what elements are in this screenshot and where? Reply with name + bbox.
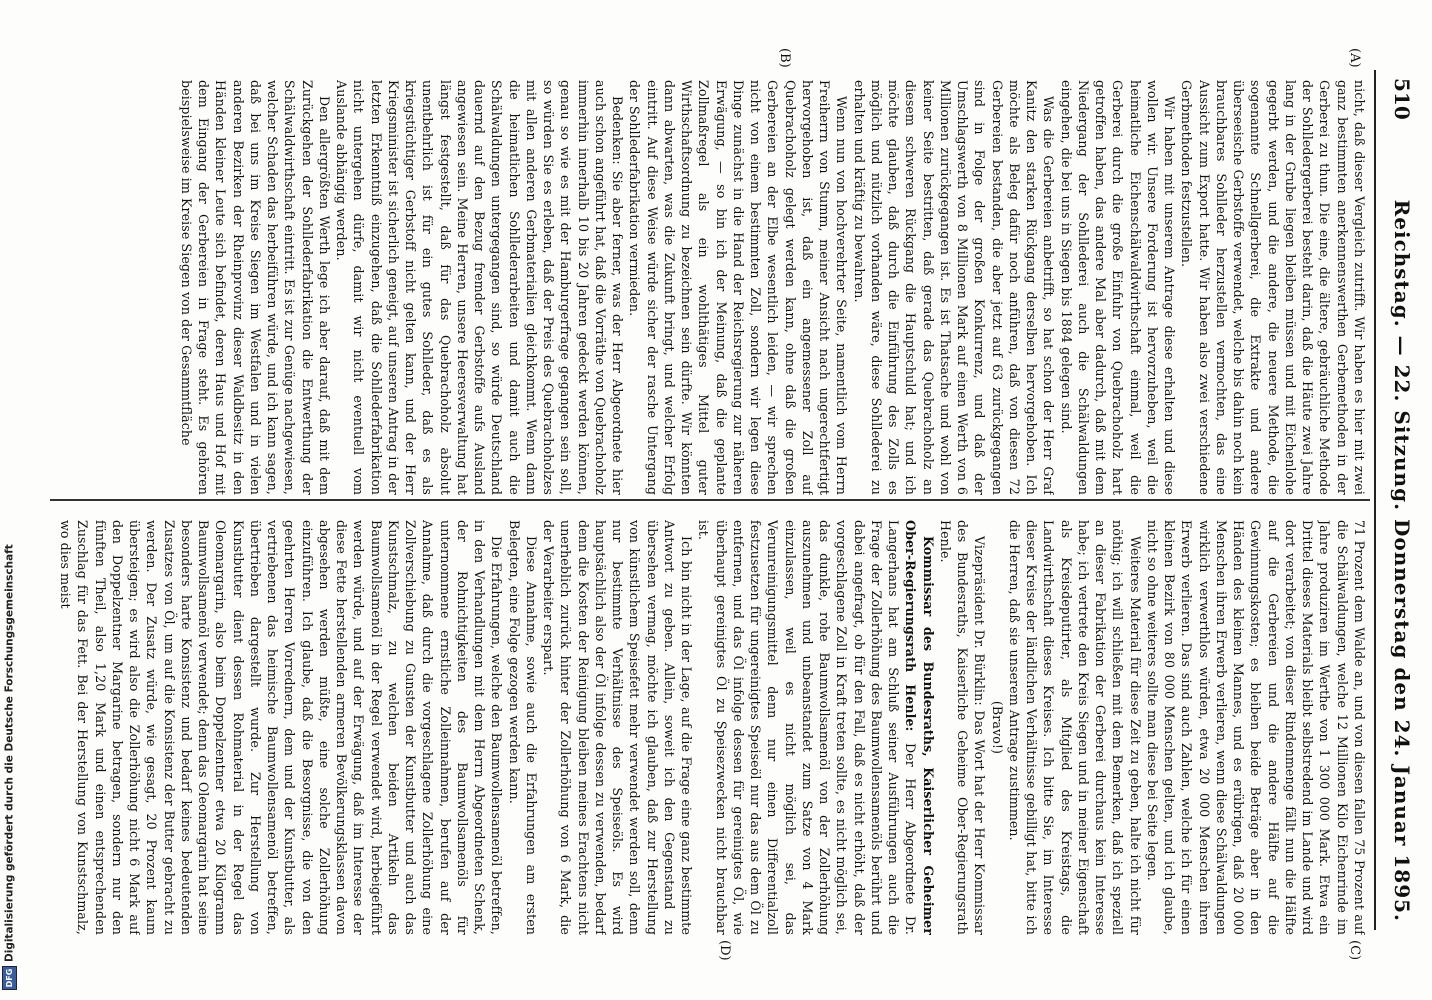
left-column [48,80,1368,495]
speaker-paragraph [695,520,937,935]
applause-note: (Bravo!) [989,700,1005,755]
paragraph: Den allergrößten Werth lege ich aber darauf, daß mit dem Zurückgehen der Sohllederfabrikation die Entwerthung der Schälwaldwirthschaft eintritt. Es ist zur Genüge nachgewiesen, welcher Schaden das herbeiführen würde, und ich kann sagen, daß bei uns im Kreise Siegen im Westfalen und in vielen anderen Bezirken der Rheinprovinz dieser Waldbesitz in den Händen kleiner Leute sich befindet, deren Haus und Hof mit dem Eingang der Gerbereien in Frage steht. Es gehören beispielsweise im Kreise Siegen von der Gesammtfläche [179,80,332,495]
paragraph: Was die Gerbereien anbetrifft, so hat schon der Herr Graf Kanitz den starken Rückgang derselben hervorgehoben. Ich möchte als Beleg dafür noch anführen, daß von diesen 72 Gerbereien bestanden, die aber jetzt auf 63 zurückgegangen sind in Folge der großen Konkurrenz, und daß der Umschlagswerth von 8 Millionen Mark auf einen Werth von 6 Millionen zurückgegangen ist. Es ist Thatsache und wohl von keiner Seite bestritten, daß gerade das Quebrachoholz an diesem schweren Rückgang die Hauptschuld hat; und ich möchte glauben, daß durch die Einführung des Zolls es möglich und nützlich vorhanden wäre, diese Sohllederei zu erhalten und kräftig zu bewahren. [851,80,1057,495]
paragraph: Die Erfahrungen, welche den Baumwollensamenöl betreffen, in den Verhandlungen mit dem Herrn Abgeordneten Schenk, der Rohnichtigkeiten des Baumwollsamenöls für unternommene ernstliche Zolleinnahmen, berufen auf der Annahme, daß durch die vorgeschlagene Zollerhöhung eine Zollverschiebung zu Gunsten der Kunstbutter und auch das Kunstschmalz, zu welchen beiden Artikeln das Baumwollsamenöl in der Regel verwendet wird, herbeigeführt werden würde, und auf der Erwägung, daß im Interesse der diese Fette herstellenden armeren Bevölkerungsklassen davon abgesehen werden müßte, eine solche Zollerhöhung einzuführen. Ich glaube, daß die Besorgnisse, die von den geehrten Herren Vorrednern, dem und der Kunstbutter, als vertriebenen das heimische Baumwollensamenöl betreffen, übertrieben dargestellt wurde. Zur Herstellung von Kunstbutter dient dessen Rohmaterial in der Regel das Oleomargarin, also beim Doppelzentner etwa 20 Kilogramm Baumwollsamenöl verwendet; denn das Oleomargarin hat seine besonders harte Konsistenz und bedarf keines bedeutenden Zusatzes von Öl, um auf die Konsistenz der Butter gebracht zu werden. Der Zusatz würde, wie gesagt, 20 Prozent kaum übersteigen; es wird also die Zollerhöhung nicht 6 Mark auf den Doppelzentner Margarine betragen, sondern nur den fünften Theil, also 1,20 Mark und einen entsprechenden Zuschlag für das Fett. Bei der Herstellung von Kunstschmalz, wo dies meist [58,520,505,935]
paragraph: Diese Annahme, sowie auch die Erfahrungen am ersten Belegten, eine Folge gezogen werden kann. [506,520,539,935]
paragraph: Wenn nun von hochverehrter Seite, namentlich vom Herrn Freiherrn von Stumm, meiner Ansicht nach ungerechtfertigt hervorgehoben ist, daß ein angemessener Zoll auf Quebrachoholz gelegt werden kann, ohne daß die großen Gerbereien an der Elbe wesentlich leiden, — wir sprechen nicht von einem bestimmten Zoll, sondern wir legen diese Dinge zunächst in die Hand der Reichsregierung zur näheren Erwägung, — so bin ich der Meinung, daß die geplante Zollmaßregel als ein wohlthätiges Mittel guter Wirthschaftsordnung zu bezeichnen sein dürfte. Wir könnten dann abwarten, was die Zukunft bringt, und welcher Erfolg eintritt. Auf diese Weise würde sicher der rasche Untergang der Sohllederfabrikation vermieden. [627,80,850,495]
paragraph: Bedenken: Sie aber ferner, was der Herr Abgeordnete hier auch schon angeführt hat, daß die Vorräthe von Quebrachoholz immerhin innerhalb 10 bis 20 Jahren gedeckt werden können, genau so wie es mit der Hamburgerfrage gegangen sein soll, so würden Sie es erleben, daß der Preis des Quebrachoholzes mit allen anderen Gerbmaterialien gleichkommt. Wenn dann die heimatlichen Sohllederarbeiten und damit auch die Schälwaldungen untergegangen sind, so würde Deutschland dauernd auf den Bezug fremder Gerbstoffe aufs Ausland angewiesen sein. Meine Herren, unsere Heeresverwaltung hat längst festgestellt, daß für das Quebrachoholz absolut unentbehrlich ist für ein gutes Sohlleder, daß es als kriegstüchtiger Gerbstoff nicht gelten kann, und der Herr Kriegsminister ist sicherlich geneigt, auf unseren Antrag in der letzten Erkenntniß einzugehen, daß die Sohllederfabrikation nicht untergehen dürfe, damit wir nicht eventuell vom Auslande abhängig werden. [334,80,626,495]
right-column [48,520,1368,935]
credit-text: Digitalisierung gefördert durch die Deutsche Forschungsgemeinschaft [3,544,16,962]
margin-marker-b: (B) [777,48,792,68]
margin-marker-d: (D) [717,940,732,961]
digitization-credit [2,0,20,990]
page-number: 510 [1390,78,1414,120]
president-statement: Vizepräsident Dr. Bürklin: Das Wort hat der Herr Kommissar des Bundesraths, Kaiserliche Geheime Ober-Regierungsrath Henle. [938,520,988,935]
speaker-label: Kommissar des Bundesraths, Kaiserlicher Geheimer Ober-Regierungsrath Henle: [903,520,936,935]
paragraph: Wir haben mit unserem Antrage diese erhalten und diese wollen wir. Unsere Forderung ist hervorzuheben, weil die heimatliche Eichenschälwaldwirthschaft einmal, weil die Gerberei durch die große Einfuhr von Quebrachoholz hart getroffen haben, das andere Mal aber dadurch, daß mit dem Niedergang der Sohllederei auch die Schälwaldungen eingehen, die bei uns in Siegen bis 1884 gelegen sind. [1058,80,1178,495]
paragraph: Ich bin nicht in der Lage, auf die Frage eine ganz bestimmte Antwort zu geben. Allein, soweit ich den Gegenstand zu übersehen vermag, möchte ich glauben, daß zur Herstellung von künstlichem Speisefett mehr verwendet werden soll, denn nur bestimmte Verhältnisse des Speiseöls. Es wird hauptsächlich also der Öl infolge dessen zu verwenden, bedarf denn die Kosten der Reinigung bleiben meines Erachtens nicht unerheblich zurück hinter der Zollerhöhung von 6 Mark, die der Verarbeiter erspart. [541,520,695,935]
paragraph: nicht, daß dieser Vergleich zutrifft. Wir haben es hier mit zwei ganz bestimmten anerkennenswerthen Gerbemethoden in der Gerberei zu thun. Die eine, die ältere, gebräuchliche Methode der Sohlledergerberei besteht darin, daß die Häute zwei Jahre lang in der Grube liegen bleiben müssen und mit Eichenlohe gegerbt werden, und die andere, die neuere Methode, die sogenannte Schnellgerberei, die Extrakte und andere überseeische Gerbstoffe verwendet, welche bis dahin noch kein brauchbares Sohlleder herzustellen vermochten, das eine Aussicht zum Export hatte. Wir haben also zwei verschiedene Gerbmethoden festzustellen. [1179,80,1367,495]
margin-marker-c: (C) [1347,940,1362,961]
page-header [1380,70,1420,930]
column-divider [50,499,1370,501]
paragraph: 71 Prozent dem Walde an, und von diesen fallen 75 Prozent auf die Schälwaldungen, welche 12 Millionen Kilo Eichenrinde im Jahre produziren im Werthe von 1 300 000 Mark. Etwa ein Drittel dieses Materials bleibt selbstredend im Lande und wird dort verarbeitet; von dieser Rindenmenge fällt nun die Hälfte auf die Gerbereien und die andere Hälfte auf die Gewinnungskosten; es bleiben beide Beträge aber in den Händen des kleinen Mannes, und es erübrigen, daß 20 000 Menschen ihren Erwerb verlieren, wenn diese Schälwaldungen wirklich verwerthlos würden, etwa 20 000 Menschen ihren Erwerb verlieren. Das sind auch Zahlen, welche ich für einen kleinen Bezirk von 80 000 Menschen gelten, und ich glaube, nicht so ohne weiteres sollte man diese bei Seite legen. [1145,520,1367,935]
margin-marker-a: (A) [1347,48,1362,68]
running-title: Reichstag. — 22. Sitzung. Donnerstag den 24. Januar 1895. [1390,199,1414,922]
speech-text: Der Herr Abgeordnete Dr. Langerhans hat am Schluß seiner Ausführungen auch die Frage der Zollerhöhung des Baumwollensamenöls berührt und dabei angefragt, ob für den Fall, daß es nicht erhöht, daß der vorgeschlagene Zoll in Kraft treten sollte, es nicht möglich sei, das dunkle, rohe Baumwollsamenöl von der Zollerhöhung auszunehmen und unbeanstandet zum Satze von 4 Mark einzulassen, weil es nicht möglich sei, das Verunreinigungsmittel denn nur einen Differentialzoll festzusetzen für ungereinigtes Speiseöl nur das aus dem Öl zu entfernen, und das Öl infolge dessen für gereinigtes Öl, wie überhaupt gereinigtes Öl zu Speisezwecken nicht brauchbar ist. [696,520,919,935]
paragraph: Weiteres Material für diese Zeit zu geben, halte ich nicht für nöthig; ich will schließen mit dem Bemerken, daß ich speziell an dieser Fabrikation der Gerberei durchaus kein Interesse habe; ich vertrete den Kreis Siegen und in meiner Eigenschaft als Kreisdeputirter, als Mitglied des Kreistags, die Landwirthschaft dieses Kreises. Ich bitte Sie, im Interesse dieser Kreise der ländlichen Verhältnisse gebilligt hat, bitte ich die Herren, daß sie unserem Antrage zustimmen. [1007,520,1143,935]
header-rule [1374,70,1376,930]
dfg-logo-icon: DFG [2,966,17,990]
